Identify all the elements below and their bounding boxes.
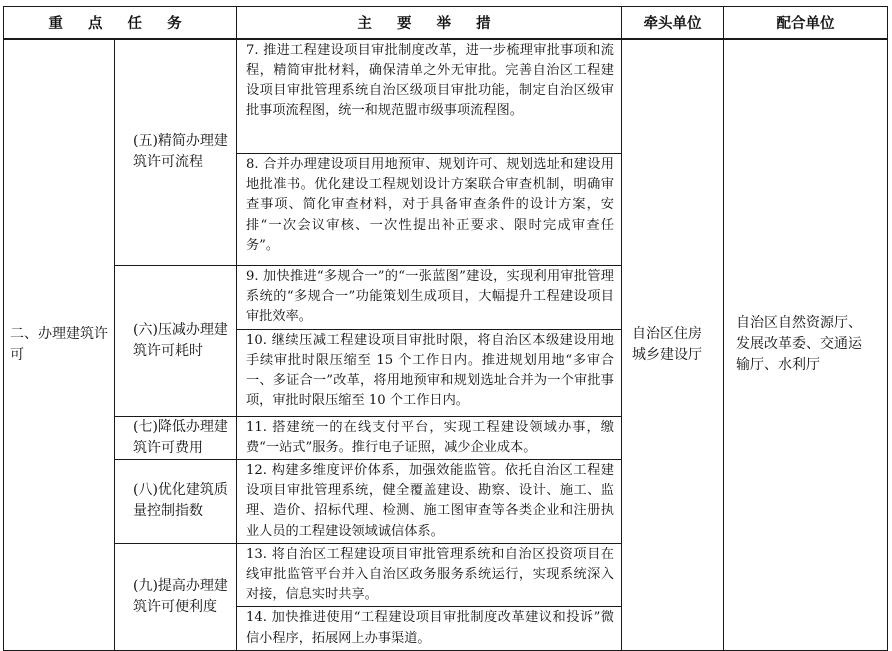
task-label: (五)精简办理建筑许可流程 bbox=[115, 39, 237, 266]
header-key-task: 重 点 任 务 bbox=[4, 7, 237, 39]
header-row bbox=[4, 7, 888, 39]
measure-text: 12. 构建多维度评价体系，加强效能监管。依托自治区工程建设项目审批管理系统，健全覆盖建设、勘察、设计、施工、监理、造价、招标代理、检测、施工图审查等各类企业和注册执业人员的工程建设领域诚信体系。 bbox=[237, 460, 622, 544]
group-label: 二、办理建筑许可 bbox=[4, 39, 115, 651]
task-label: (九)提高办理建筑许可便利度 bbox=[115, 543, 237, 650]
measure-text: 14. 加快推进使用“工程建设项目审批制度改革建议和投诉”微信小程序，拓展网上办事渠道。 bbox=[237, 607, 622, 650]
measure-text: 11. 搭建统一的在线支付平台，实现工程建设领域办事，缴费“一站式”服务。推行电子证照，减少企业成本。 bbox=[237, 416, 622, 459]
header-partner-unit: 配合单位 bbox=[724, 7, 888, 39]
task-label: (七)降低办理建筑许可费用 bbox=[115, 416, 237, 459]
table-row bbox=[4, 39, 888, 154]
task-label: (六)压减办理建筑许可耗时 bbox=[115, 266, 237, 417]
header-lead-unit: 牵头单位 bbox=[622, 7, 724, 39]
measure-text: 9. 加快推进“多规合一”的“一张蓝图”建设，实现利用审批管理系统的“多规合一”功能策划生成项目，大幅提升工程建设项目审批效率。 bbox=[237, 266, 622, 330]
measure-text: 13. 将自治区工程建设项目审批管理系统和自治区投资项目在线审批监管平台并入自治区政务服务系统运行，实现系统深入对接，信息实时共享。 bbox=[237, 543, 622, 607]
header-main-measures: 主 要 举 措 bbox=[237, 7, 622, 39]
measure-text: 10. 继续压减工程建设项目审批时限，将自治区本级建设用地手续审批时限压缩至 15 个工作日内。推进规划用地“多审合一、多证合一”改革，将用地预审和规划选址合并为一个审批事项，审批时限压缩至 10 个工作日内。 bbox=[237, 329, 622, 416]
lead-unit-cell: 自治区住房城乡建设厅 bbox=[622, 39, 724, 651]
measure-text: 7. 推进工程建设项目审批制度改革，进一步梳理审批事项和流程，精简审批材料，确保清单之外无审批。完善自治区工程建设项目审批管理系统自治区级项目审批功能，制定自治区级审批事项流程图，统一和规范盟市级事项流程图。 bbox=[237, 39, 622, 154]
partner-unit-cell: 自治区自然资源厅、发展改革委、交通运输厅、水利厅 bbox=[724, 39, 888, 651]
task-label: (八)优化建筑质量控制指数 bbox=[115, 460, 237, 544]
task-table bbox=[3, 6, 888, 651]
measure-text: 8. 合并办理建设项目用地预审、规划许可、规划选址和建设用地批准书。优化建设工程规划设计方案联合审查机制，明确审查事项、简化审查材料，对于具备审查条件的设计方案，安排“一次会议审核、一次性提出补正要求、限时完成审查任务”。 bbox=[237, 154, 622, 266]
